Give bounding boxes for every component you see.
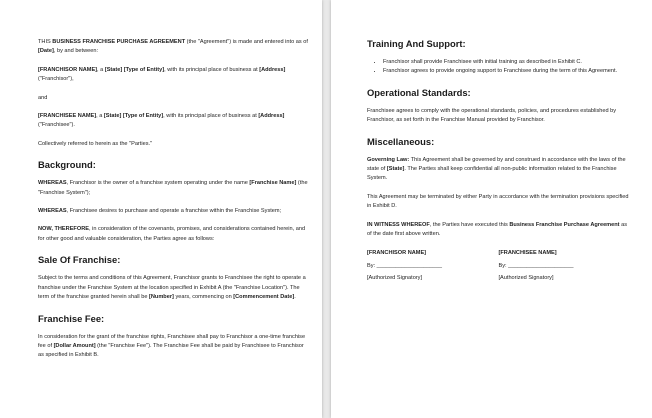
training-support-list <box>367 58 630 77</box>
signature-block <box>367 249 630 286</box>
signature-line: By: _____________________ <box>498 262 574 269</box>
franchisor-party-paragraph: [FRANCHISOR NAME], a [State] [Type of Entity], with its principal place of business at [Address] ("Franchisor"), <box>38 66 286 83</box>
operational-standards-paragraph: Franchisee agrees to comply with the operational standards, policies, and procedures established by Franchisor, as set forth in the Franchise Manual provided by Franchisor. <box>367 107 617 124</box>
miscellaneous-heading: Miscellaneous: <box>367 135 435 147</box>
and-text: and <box>38 94 48 101</box>
signatory-title: [Authorized Signatory] <box>367 275 423 282</box>
franchisee-party-paragraph: [FRANCHISEE NAME], a [State] [Type of Entity], with its principal place of business at [Address] ("Franchisee"). <box>38 113 285 129</box>
document-page-2 <box>331 0 652 418</box>
signatory-name: [FRANCHISEE NAME] <box>498 250 557 257</box>
intro-paragraph: THIS BUSINESS FRANCHISE PURCHASE AGREEMENT (the "Agreement") is made and entered into as of [Date], by and between: <box>38 39 308 55</box>
parties-definition: Collectively referred to herein as the "Parties." <box>38 140 153 147</box>
list-item: • Franchisor agrees to provide ongoing support to Franchisee during the term of this Agreement. <box>383 67 630 76</box>
signatory-title: [Authorized Signatory] <box>498 275 554 282</box>
sale-of-franchise-paragraph: Subject to the terms and conditions of this Agreement, Franchisor grants to Franchisee the right to operate a franchise under the Franchise System at the location specified in Exhibit A (the "Franchise Location"). The term of the franchise granted herein shall be [Number] years, commencing on [Commencement Date]. <box>38 275 306 301</box>
whereas-paragraph-2: WHEREAS, Franchisee desires to purchase and operate a franchise within the Franchise System; <box>38 208 282 215</box>
signature-line: By: _____________________ <box>367 262 442 269</box>
training-support-heading: Training And Support: <box>367 38 466 49</box>
background-heading: Background: <box>38 159 96 171</box>
franchisor-signature <box>367 249 499 286</box>
whereas-paragraph-1: WHEREAS, Franchisor is the owner of a franchise system operating under the name [Franchise Name] (the "Franchise System"); <box>38 180 308 196</box>
operational-standards-heading: Operational Standards: <box>367 86 471 98</box>
franchisee-signature <box>499 249 631 286</box>
document-page-1 <box>0 0 322 418</box>
now-therefore-paragraph: NOW, THEREFORE, in consideration of the covenants, promises, and considerations contained herein, and for other good and valuable consideration, the Parties agree as follows: <box>38 226 306 242</box>
sale-of-franchise-heading: Sale Of Franchise: <box>38 254 121 266</box>
franchise-fee-heading: Franchise Fee: <box>38 312 105 324</box>
governing-law-paragraph: Governing Law: This Agreement shall be governed by and construed in accordance with the laws of the state of [State]. The Parties shall keep confidential all non-public information related to the Franchise System. <box>367 156 626 182</box>
signatory-name: [FRANCHISOR NAME] <box>367 250 427 257</box>
list-item: • Franchisor shall provide Franchisee with initial training as described in Exhibit C. <box>383 58 630 67</box>
in-witness-paragraph: IN WITNESS WHEREOF, the Parties have executed this Business Franchise Purchase Agreement as of the date first above written. <box>367 221 628 238</box>
termination-paragraph: This Agreement may be terminated by either Party in accordance with the termination provisions specified in Exhibit D. <box>367 193 629 210</box>
franchise-fee-paragraph: In consideration for the grant of the franchise rights, Franchisee shall pay to Franchisor a one-time franchise fee of [Dollar Amount] (the "Franchise Fee"). The Franchise Fee shall be paid by Franchisee to Franchisor as specified in Exhibit B. <box>38 333 306 359</box>
